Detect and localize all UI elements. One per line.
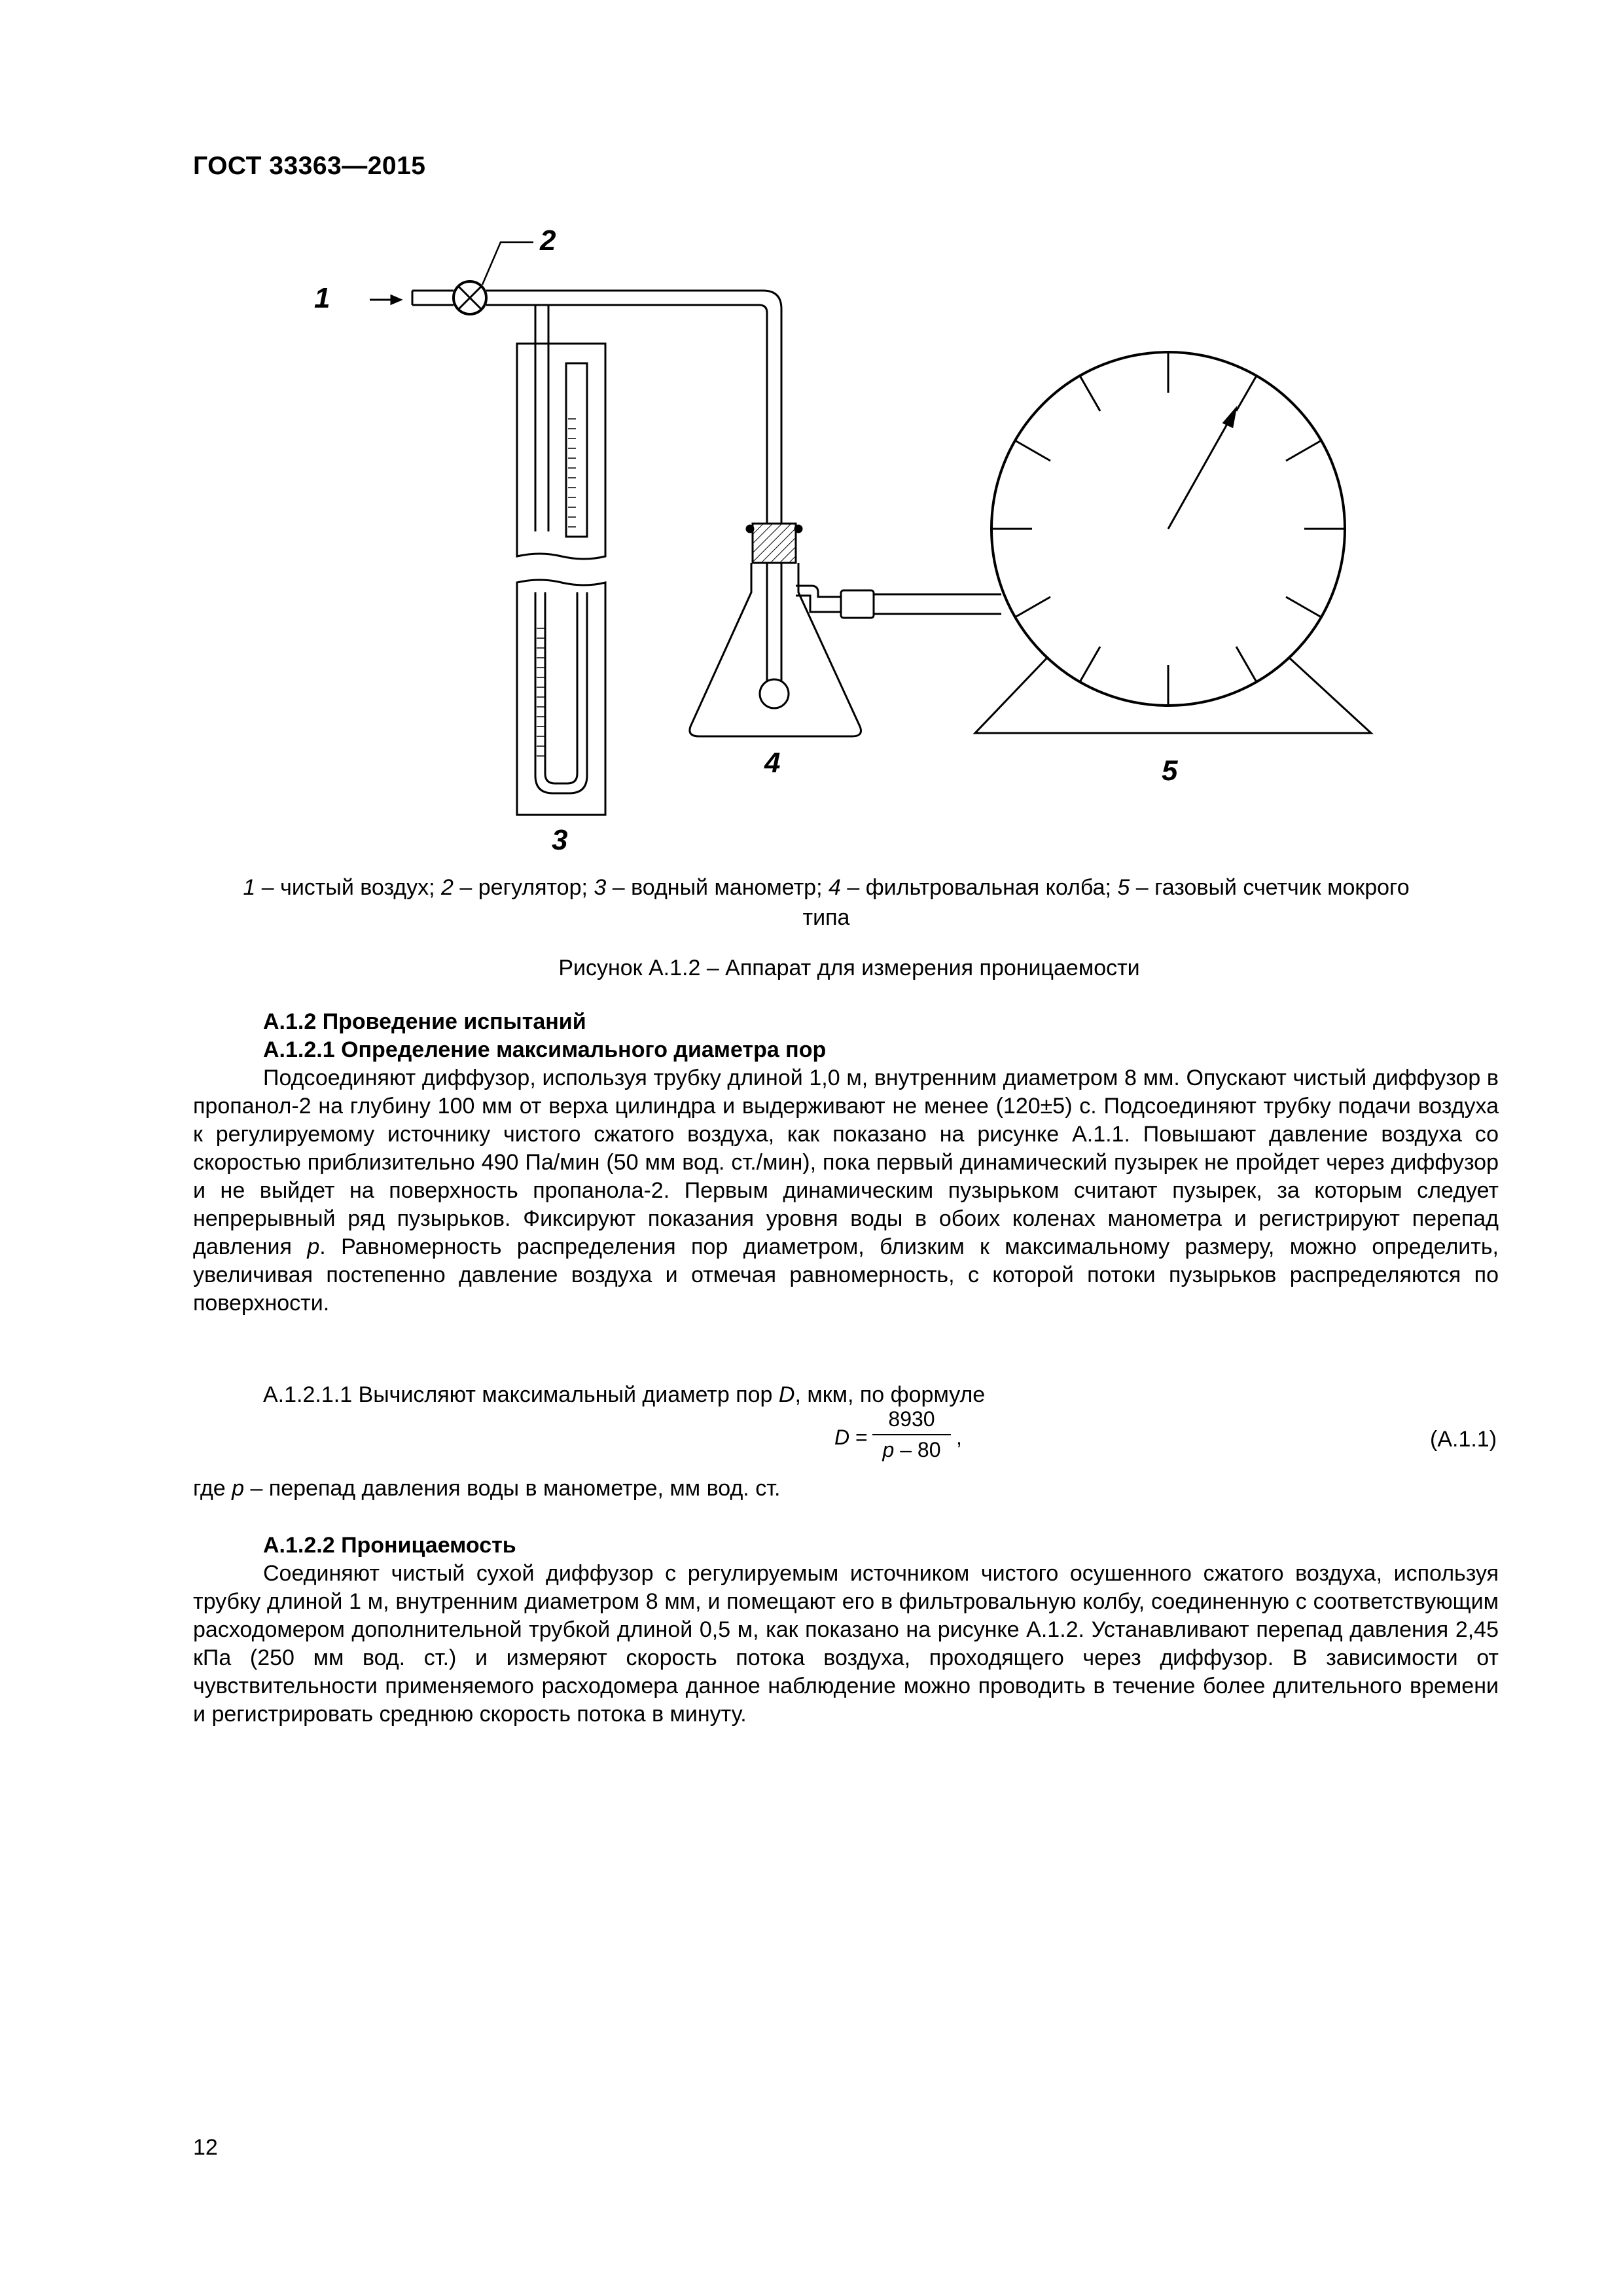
flask-stopper [753, 524, 796, 563]
subsection-heading: А.1.2.1 Определение максимального диаметра пор [263, 1037, 827, 1062]
section-heading: А.1.2 Проведение испытаний [263, 1009, 586, 1034]
page-number: 12 [193, 2135, 218, 2160]
label-3: 3 [552, 824, 568, 856]
manometer-branch-tube [535, 305, 548, 531]
inlet-tube [412, 291, 454, 305]
water-manometer [517, 344, 605, 559]
outlet-tube [796, 586, 841, 612]
equation-number: (А.1.1) [1430, 1427, 1497, 1452]
supply-tube [486, 291, 781, 524]
formula-denominator: p – 80 [882, 1438, 941, 1462]
document-code: ГОСТ 33363—2015 [193, 152, 426, 180]
formula-intro: А.1.2.1.1 Вычисляют максимальный диаметр пор D, мкм, по формуле [263, 1382, 986, 1407]
subsection-heading-permeability: А.1.2.2 Проницаемость [263, 1533, 516, 1558]
label-1: 1 [314, 282, 330, 314]
gas-meter-stand [975, 658, 1371, 733]
label-4: 4 [764, 747, 781, 779]
label-5: 5 [1162, 755, 1178, 787]
section-a122 [193, 1532, 1499, 1729]
diffuser [760, 679, 789, 708]
filter-flask [690, 563, 861, 736]
formula-where: где p – перепад давления воды в манометре, мм вод. ст. [193, 1476, 781, 1501]
label-2: 2 [540, 224, 556, 257]
figure-legend: 1 – чистый воздух; 2 – регулятор; 3 – водный манометр; 4 – фильтровальная колба; 5 – газовый счетчик мокрого типа [243, 875, 1410, 930]
apparatus-figure [288, 213, 1440, 861]
gas-meter-needle [1168, 409, 1236, 529]
paragraph: Соединяют чистый сухой диффузор с регулируемым источником чистого осушенного сжатого воздуха, используя трубку длиной 1 м, внутренним диаметром 8 мм, и помещают его в фильтровальную колбу, соединенную с соответствующим расходомером дополнительной трубкой длиной 0,5 м, как показано на рисунке А.1.2. Устанавливают перепад давления 2,45 кПа (250 мм вод. ст.) и измеряют скорость потока воздуха, проходящего через диффузор. В зависимости от чувствительности применяемого расходомера данное наблюдение можно проводить в течение более длительного времени и регистрировать среднюю скорость потока в минуту. [193, 1561, 1499, 1727]
formula-a11: D = $\frac{8930}{p - 80}$ , [834, 1407, 962, 1462]
paragraph: Подсоединяют диффузор, используя трубку длиной 1,0 м, внутренним диаметром 8 мм. Опускают чистый диффузор в пропанол-2 на глубину 100 мм от верха цилиндра и выдерживают не менее (120±5) с. Подсоединяют трубку подачи воздуха к регулируемому источнику чистого сжатого воздуха, как показано на рисунке А.1.1. Повышают давление воздуха со скоростью приблизительно 490 Па/мин (50 мм вод. ст./мин), пока первый динамический пузырек не пройдет через диффузор и не выйдет на поверхность пропанола-2. Первым динамическим пузырьком считают пузырек, за которым следует непрерывный ряд пузырьков. Фиксируют показания уровня воды в обоих коленах манометра и регистрируют перепад давления p. Равномерность распределения пор диаметром, близким к максимальному размеру, можно определить, увеличивая постепенно давление воздуха и отмечая равномерность, с которой потоки пузырьков распределяются по поверхности. [193, 1066, 1499, 1316]
figure-title: Рисунок А.1.2 – Аппарат для измерения проницаемости [558, 956, 1140, 980]
section-a12 [193, 1008, 1499, 1318]
formula-numerator: 8930 [872, 1407, 951, 1435]
